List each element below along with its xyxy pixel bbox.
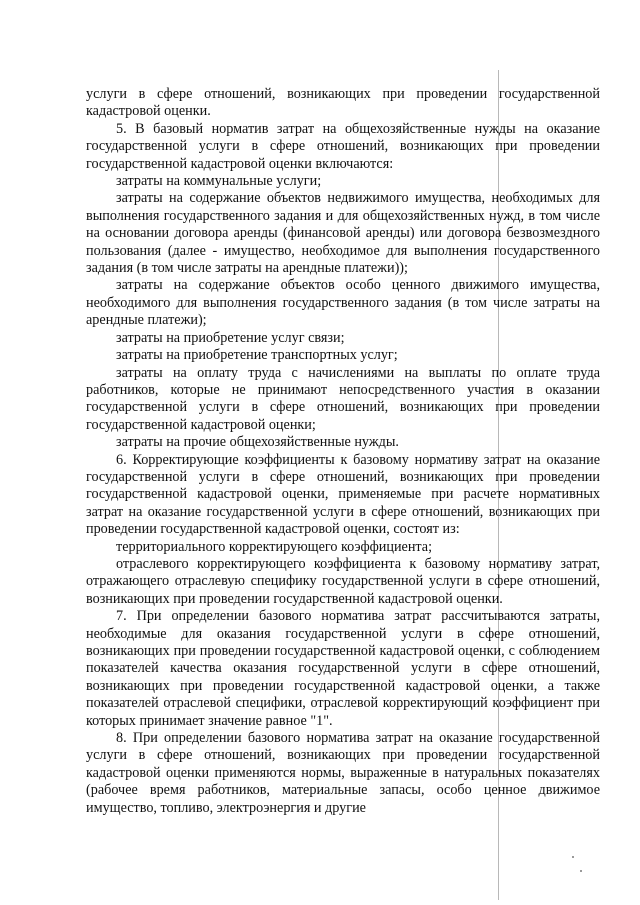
paragraph-5-movable-property: затраты на содержание объектов особо ценного движимого имущества, необходимого для выполнения государственного задания (в том числе затраты на арендные платежи); bbox=[86, 277, 600, 329]
scan-speck bbox=[580, 870, 582, 872]
document-body bbox=[86, 86, 600, 817]
paragraph-5-real-estate: затраты на содержание объектов недвижимого имущества, необходимых для выполнения государственного задания и для общехозяйственных нужд, в том числе на основании договора аренды (финансовой аренды) или договора безвозмездного пользования (далее - имущество, необходимое для выполнения государственного задания (в том числе затраты на арендные платежи)); bbox=[86, 190, 600, 277]
paragraph-5-labor: затраты на оплату труда с начислениями на выплаты по оплате труда работников, которые не принимают непосредственного участия в оказании государственной услуги в сфере отношений, возникающих при проведении государственной кадастровой оценки; bbox=[86, 364, 600, 433]
paragraph-continuation: услуги в сфере отношений, возникающих при проведении государственной кадастровой оценки. bbox=[86, 86, 600, 120]
paragraph-5: 5. В базовый норматив затрат на общехозяйственные нужды на оказание государственной услуги в сфере отношений, возникающих при проведении государственной кадастровой оценки включаются: bbox=[86, 120, 600, 172]
paragraph-5-other: затраты на прочие общехозяйственные нужды. bbox=[116, 434, 399, 451]
paragraph-5-communication: затраты на приобретение услуг связи; bbox=[116, 329, 345, 346]
paragraph-5-utilities: затраты на коммунальные услуги; bbox=[116, 173, 322, 190]
paragraph-6: 6. Корректирующие коэффициенты к базовому нормативу затрат на оказание государственной услуги в сфере отношений, возникающих при проведении государственной кадастровой оценки, применяемые при расчете нормативных затрат на оказание государственной услуги в сфере отношений, возникающих при проведении государственной кадастровой оценки, состоят из: bbox=[86, 451, 600, 538]
paragraph-8: 8. При определении базового норматива затрат на оказание государственной услуги в сфере отношений, возникающих при проведении государственной кадастровой оценки применяются нормы, выраженные в натуральных показателях (рабочее время работников, материальные запасы, особо ценное движимое имущество, топливо, электроэнергия и другие bbox=[86, 730, 600, 816]
paragraph-6-sectoral: отраслевого корректирующего коэффициента к базовому нормативу затрат, отражающего отраслевую специфику государственной услуги в сфере отношений, возникающих при проведении государственной кадастровой оценки. bbox=[86, 555, 600, 607]
paragraph-5-transport: затраты на приобретение транспортных услуг; bbox=[116, 347, 398, 364]
scan-speck bbox=[572, 856, 574, 858]
paragraph-7: 7. При определении базового норматива затрат рассчитываются затраты, необходимые для оказания государственной услуги в сфере отношений, возникающих при проведении государственной кадастровой оценки, с соблюдением показателей качества оказания государственной услуги в сфере отношений, возникающих при проведении государственной кадастровой оценки, а также показателей отраслевой специфики, отраслевой корректирующий коэффициент при которых принимает значение равное "1". bbox=[86, 608, 600, 729]
paragraph-6-territorial: территориального корректирующего коэффициента; bbox=[116, 538, 433, 555]
